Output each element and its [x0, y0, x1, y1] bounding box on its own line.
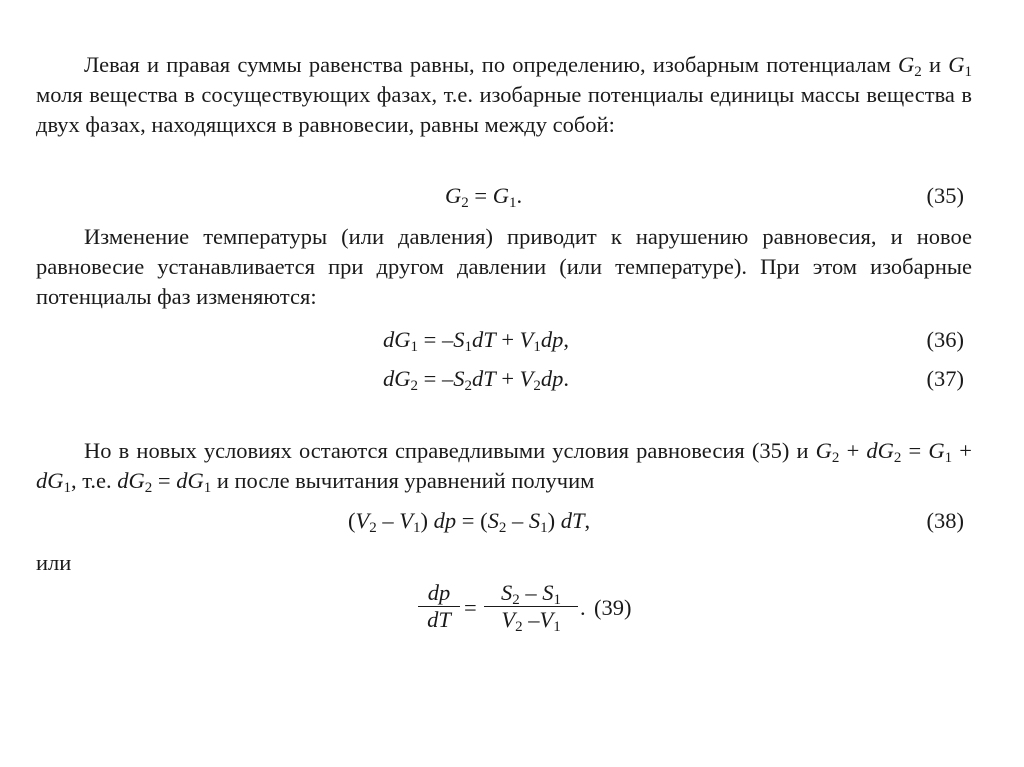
equation-39-lhs-fraction [418, 580, 460, 633]
paragraph-2: Изменение температуры (или давления) приводит к нарушению равновесия, и новое равновесие устанавливается при другом давлении (или температуре). При этом изобарные потенциалы фаз изменяются: [36, 224, 972, 309]
equation-35-number: (35) [926, 183, 964, 208]
paragraph-1: Левая и правая суммы равенства равны, по определению, изобарным потенциалам $G_2$ и $G_1$ моля вещества в сосуществующих фазах, т.е. изобарные потенциалы единицы массы вещества в двух фазах, находящихся в равновесии, равны между собой: [36, 52, 972, 137]
equation-39-lhs-denominator: dT [427, 607, 451, 632]
equation-36: $dG_1 = -S_1dT + V_1dp$, [383, 327, 570, 355]
equation-36-number: (36) [926, 327, 964, 352]
equation-37: $dG_2 = -S_2dT + V_2dp$. [383, 366, 570, 394]
equation-39-period: . [580, 595, 586, 620]
equation-38: $(V_2 - V_1)$ dp = $(S_2 - S_1)$ dT, [348, 508, 591, 536]
equation-39 [418, 580, 648, 650]
equation-39-rhs-fraction [484, 580, 578, 633]
equation-39-rhs-numerator: $S_2 - S_1$ [501, 580, 561, 608]
equation-39-number: (39) [594, 595, 632, 620]
equation-35: $G_2 = G_1$. [445, 183, 523, 211]
equation-37-number: (37) [926, 366, 964, 391]
paragraph-4: или [36, 550, 72, 575]
equation-38-number: (38) [926, 508, 964, 533]
paragraph-3: Но в новых условиях остаются справедливыми условия равновесия (35) и $G_2 + dG_2 = G_1 + dG_1$, т.е. $dG_2 = dG_1$ и после вычитания уравнений получим [36, 438, 972, 496]
equation-39-rhs-denominator: $V_2$ $-V_1$ [501, 607, 561, 635]
equals-sign: = [464, 595, 477, 620]
equation-39-lhs-numerator: dp [427, 580, 451, 605]
